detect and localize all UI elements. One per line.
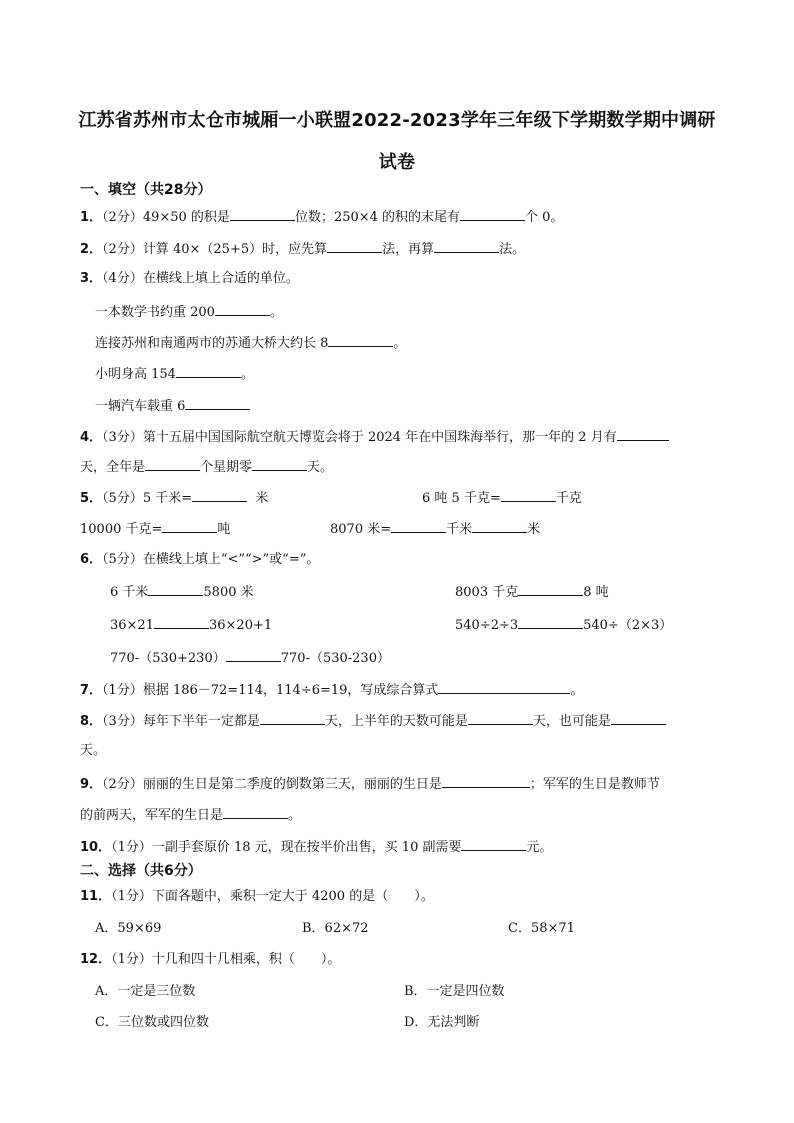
question-text: 36×21	[110, 618, 154, 633]
answer-blank[interactable]	[327, 239, 382, 253]
question-text: 8 吨	[583, 585, 609, 600]
question-text: 千米	[446, 522, 473, 537]
question-text: 个星期零	[200, 460, 253, 475]
answer-blank[interactable]	[176, 364, 241, 378]
answer-blank[interactable]	[438, 680, 570, 694]
question-text: 540÷（2×3）	[583, 618, 673, 633]
question-text: 天，也可能是	[532, 714, 611, 729]
question-text: 个 0。	[525, 210, 564, 225]
question-number: 2．	[80, 242, 103, 257]
question-6	[80, 551, 319, 569]
question-number: 6．	[80, 552, 103, 567]
answer-blank[interactable]	[215, 302, 270, 316]
question-text: 吨	[217, 522, 231, 537]
question-text: 元。	[526, 840, 553, 855]
question-text: （1分）一副手套原价 18 元，现在按半价出售，买 10 副需要	[111, 840, 462, 855]
answer-blank[interactable]	[518, 582, 583, 596]
question-3	[80, 270, 299, 288]
question-text: 的前两天，军军的生日是	[80, 808, 224, 823]
option-b[interactable]: B．62×72	[302, 921, 369, 936]
answer-blank[interactable]	[617, 427, 669, 441]
question-text: （3分）每年下半年一定都是	[102, 714, 260, 729]
answer-blank[interactable]	[252, 457, 307, 471]
question-text: 。	[393, 336, 407, 351]
option-a[interactable]: A．59×69	[95, 921, 162, 936]
option-d[interactable]: D．无法判断	[404, 1015, 480, 1030]
question-text: （2分）丽丽的生日是第二季度的倒数第三天，丽丽的生日是	[102, 777, 442, 792]
question-number: 10．	[80, 840, 112, 855]
question-text: 天，全年是	[80, 460, 146, 475]
question-text: （3分）第十五届中国国际航空航天博览会将于 2024 年在中国珠海举行，那一年的 2 月有	[102, 430, 617, 445]
question-text: 法，再算	[382, 242, 435, 257]
answer-blank[interactable]	[223, 805, 288, 819]
question-number: 8．	[80, 714, 103, 729]
question-text: 540÷2÷3	[455, 618, 519, 633]
question-text: 米	[255, 491, 269, 506]
question-4	[80, 427, 669, 447]
option-a[interactable]: A．一定是三位数	[95, 984, 196, 999]
question-text: 770-（530+230）	[110, 651, 226, 666]
question-text: 天。	[80, 743, 107, 758]
question-text: 千克	[555, 491, 582, 506]
question-text: 一本数学书约重 200	[95, 305, 215, 320]
answer-blank[interactable]	[192, 488, 247, 502]
answer-blank[interactable]	[185, 396, 250, 410]
answer-blank[interactable]	[148, 582, 203, 596]
question-text: （1分）下面各题中，乘积一定大于 4200 的是（ ）。	[111, 889, 434, 904]
question-text: 8070 米=	[330, 522, 392, 537]
answer-blank[interactable]	[434, 239, 499, 253]
question-text: 天。	[307, 460, 334, 475]
question-text: （5分）5 千米=	[102, 491, 193, 506]
question-text: 位数；250×4 的积的末尾有	[294, 210, 461, 225]
question-number: 5．	[80, 491, 103, 506]
question-text: （5分）在横线上填上“<”“>”或“=”。	[102, 552, 320, 567]
question-5-part-d	[330, 519, 540, 539]
question-3-line-1	[95, 302, 283, 322]
question-text: （2分）计算 40×（25+5）时，应先算	[102, 242, 328, 257]
question-text: （1分）十几和四十几相乘，积（ ）。	[111, 952, 341, 967]
question-text: 一辆汽车载重 6	[95, 399, 186, 414]
question-5-part-b	[422, 488, 582, 508]
page-title-line2: 试卷	[378, 152, 416, 173]
answer-blank[interactable]	[162, 519, 217, 533]
answer-blank[interactable]	[230, 207, 295, 221]
answer-blank[interactable]	[472, 519, 527, 533]
question-10	[80, 837, 553, 857]
question-text: 连接苏州和南通两市的苏通大桥大约长 8	[95, 336, 329, 351]
question-text: 。	[269, 305, 283, 320]
answer-blank[interactable]	[145, 457, 200, 471]
question-1	[80, 207, 563, 227]
question-7	[80, 680, 583, 700]
question-number: 12．	[80, 952, 112, 967]
question-text: 770-（530-230）	[280, 651, 390, 666]
answer-blank[interactable]	[501, 488, 556, 502]
question-number: 11．	[80, 889, 112, 904]
question-3-line-4	[95, 396, 250, 416]
question-text: （2分）49×50 的积是	[102, 210, 230, 225]
answer-blank[interactable]	[611, 711, 666, 725]
question-number: 9．	[80, 777, 103, 792]
section-heading-choice: 二、选择（共6分）	[80, 863, 202, 879]
question-6-row-1-left	[110, 582, 254, 602]
question-12	[80, 951, 340, 969]
question-text: 。	[240, 367, 254, 382]
question-6-row-3	[110, 648, 390, 668]
question-text: 小明身高 154	[95, 367, 176, 382]
question-8-cont	[80, 742, 106, 760]
question-5-part-c	[80, 519, 230, 539]
question-text: 米	[527, 522, 541, 537]
option-c[interactable]: C．58×71	[508, 921, 575, 936]
question-9	[80, 774, 660, 794]
question-text: 。	[570, 683, 584, 698]
question-3-line-2	[95, 333, 406, 353]
question-text: 6 吨 5 千克=	[422, 491, 501, 506]
question-6-row-1-right	[455, 582, 609, 602]
question-text: （4分）在横线上填上合适的单位。	[102, 271, 299, 286]
question-6-row-2-right	[455, 615, 672, 635]
answer-blank[interactable]	[260, 711, 325, 725]
question-text: 10000 千克=	[80, 522, 163, 537]
question-9-cont	[80, 805, 301, 825]
question-text: （1分）根据 186－72=114，114÷6=19，写成综合算式	[102, 683, 439, 698]
answer-blank[interactable]	[391, 519, 446, 533]
answer-blank[interactable]	[460, 207, 525, 221]
answer-blank[interactable]	[468, 711, 533, 725]
question-8	[80, 711, 666, 731]
question-text: ；军军的生日是教师节	[529, 777, 660, 792]
answer-blank[interactable]	[154, 615, 209, 629]
answer-blank[interactable]	[461, 837, 526, 851]
answer-blank[interactable]	[328, 333, 393, 347]
question-text: 天，上半年的天数可能是	[324, 714, 468, 729]
question-text: 6 千米	[110, 585, 149, 600]
question-text: 36×20+1	[208, 618, 273, 633]
question-6-row-2-left	[110, 615, 272, 635]
question-number: 3．	[80, 271, 103, 286]
question-3-line-3	[95, 364, 254, 384]
option-b[interactable]: B．一定是四位数	[404, 984, 505, 999]
answer-blank[interactable]	[442, 774, 530, 788]
question-text: 5800 米	[203, 585, 254, 600]
page-title-line1: 江苏省苏州市太仓市城厢一小联盟2022-2023学年三年级下学期数学期中调研	[78, 110, 716, 131]
question-2	[80, 239, 525, 259]
question-5	[80, 488, 268, 508]
section-heading-fill: 一、填空（共28分）	[80, 182, 212, 198]
answer-blank[interactable]	[226, 648, 281, 662]
question-number: 1．	[80, 210, 103, 225]
question-text: 。	[288, 808, 302, 823]
question-text: 8003 千克	[455, 585, 519, 600]
question-text: 法。	[499, 242, 526, 257]
question-number: 7．	[80, 683, 103, 698]
question-11	[80, 888, 434, 906]
question-4-cont	[80, 457, 333, 477]
question-number: 4．	[80, 430, 103, 445]
option-c[interactable]: C．三位数或四位数	[95, 1015, 209, 1030]
answer-blank[interactable]	[518, 615, 583, 629]
